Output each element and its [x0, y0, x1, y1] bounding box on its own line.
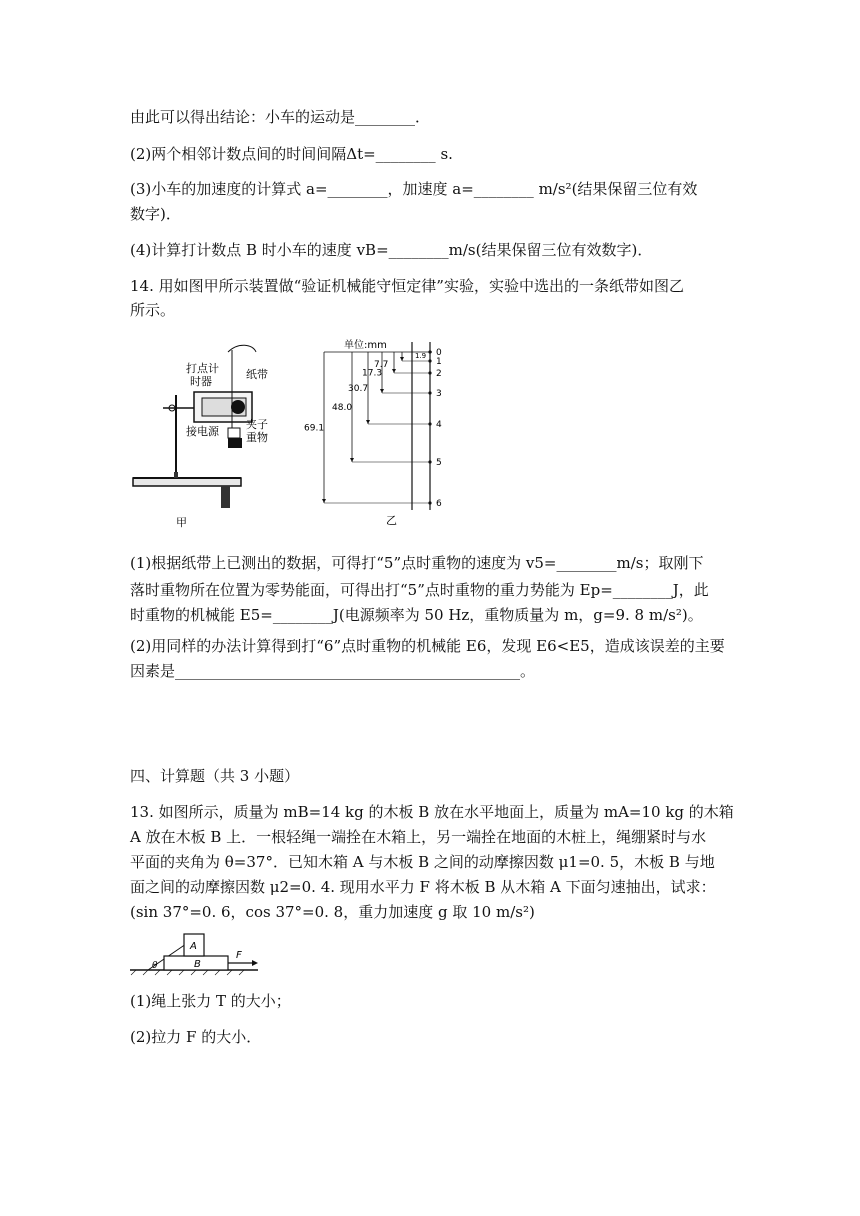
block-a-label: A — [190, 941, 197, 952]
dimension-arrow — [380, 389, 384, 393]
point-label: 4 — [436, 420, 442, 430]
text-line: (2)拉力 F 的大小． — [130, 1028, 262, 1046]
point-label: 3 — [436, 389, 442, 399]
text-line: (1)绳上张力 T 的大小； — [130, 992, 291, 1010]
timer-label-2: 时器 — [190, 375, 212, 388]
text-line: 时重物的机械能 E5=________J(电源频率为 50 Hz，重物质量为 m，g=9. 8 m/s²)。 — [130, 606, 703, 624]
distance-label: 1.9 — [415, 352, 427, 360]
text-line: (2)两个相邻计数点间的时间间隔Δt=________ s. — [130, 145, 453, 163]
timer-label: 打点计 — [186, 362, 219, 375]
point-label: 1 — [436, 357, 442, 367]
dimension-arrow — [322, 499, 326, 503]
text-line: 因素是______________________________________________。 — [130, 662, 536, 680]
unit-label: 单位:mm — [344, 340, 387, 351]
text-line: (3)小车的加速度的计算式 a=________，加速度 a=________ m/s²(结果保留三位有效 — [130, 180, 698, 198]
question-13: 13. 如图所示，质量为 mB=14 kg 的木板 B 放在水平地面上，质量为 mA=10 kg 的木箱 — [130, 803, 734, 821]
apparatus-figure — [128, 340, 268, 530]
distance-label: 69.1 — [304, 423, 325, 434]
tape-figure — [304, 336, 462, 530]
dimension-arrow — [392, 369, 396, 373]
distance-label: 30.7 — [348, 384, 369, 394]
text-line: (4)计算打计数点 B 时小车的速度 vB=________m/s(结果保留三位有效数字)． — [130, 241, 653, 259]
point-label: 2 — [436, 369, 442, 379]
text-line: 面之间的动摩擦因数 μ2=0. 4. 现用水平力 F 将木板 B 从木箱 A 下面匀速抽出，试求： — [130, 878, 716, 896]
text-line: 所示。 — [130, 301, 176, 319]
power-label: 接电源 — [186, 425, 219, 438]
text-line: A 放在木板 B 上．一根轻绳一端拴在木箱上，另一端拴在地面的木桩上，绳绷紧时与水 — [130, 828, 707, 846]
dimension-arrow — [350, 458, 354, 462]
weight-label: 重物 — [246, 431, 268, 444]
dimension-arrow — [400, 357, 404, 361]
tape-label: 纸带 — [246, 368, 268, 381]
distance-label: 48.0 — [332, 403, 353, 413]
distance-label: 17.3 — [362, 368, 383, 379]
dimension-group — [304, 348, 442, 509]
question-14: 14. 用如图甲所示装置做“验证机械能守恒定律”实验，实验中选出的一条纸带如图乙 — [130, 277, 684, 295]
text-line: (2)用同样的办法计算得到打“6”点时重物的机械能 E6，发现 E6<E5，造成该误差的主要 — [130, 637, 725, 655]
force-f-label: F — [236, 950, 242, 961]
figure-caption: 甲 — [176, 516, 187, 529]
text-line: (1)根据纸带上已测出的数据，可得打“5”点时重物的速度为 v5=________m/s；取刚下 — [130, 554, 704, 572]
point-label: 6 — [436, 499, 442, 509]
text-line: (sin 37°=0. 6，cos 37°=0. 8，重力加速度 g 取 10 m/s²) — [130, 903, 535, 921]
text-line: 由此可以得出结论：小车的运动是________． — [130, 108, 431, 126]
section-heading: 四、计算题（共 3 小题） — [130, 767, 300, 785]
text-line: 数字)． — [130, 205, 181, 223]
tape-dot — [428, 350, 431, 353]
block-b-label: B — [194, 959, 201, 970]
distance-label: 7.7 — [374, 360, 389, 370]
point-label: 5 — [436, 458, 442, 468]
dimension-arrow — [366, 420, 370, 424]
block-figure — [128, 930, 268, 976]
theta-label: θ — [152, 961, 158, 971]
point-label: 0 — [436, 348, 442, 358]
clip-label: 夹子 — [246, 418, 268, 431]
text-line: 平面的夹角为 θ=37°．已知木箱 A 与木板 B 之间的动摩擦因数 μ1=0. 5，木板 B 与地 — [130, 853, 715, 871]
text-line: 落时重物所在位置为零势能面，可得出打“5”点时重物的重力势能为 Ep=________J，此 — [130, 581, 709, 599]
figure-caption: 乙 — [386, 514, 397, 527]
